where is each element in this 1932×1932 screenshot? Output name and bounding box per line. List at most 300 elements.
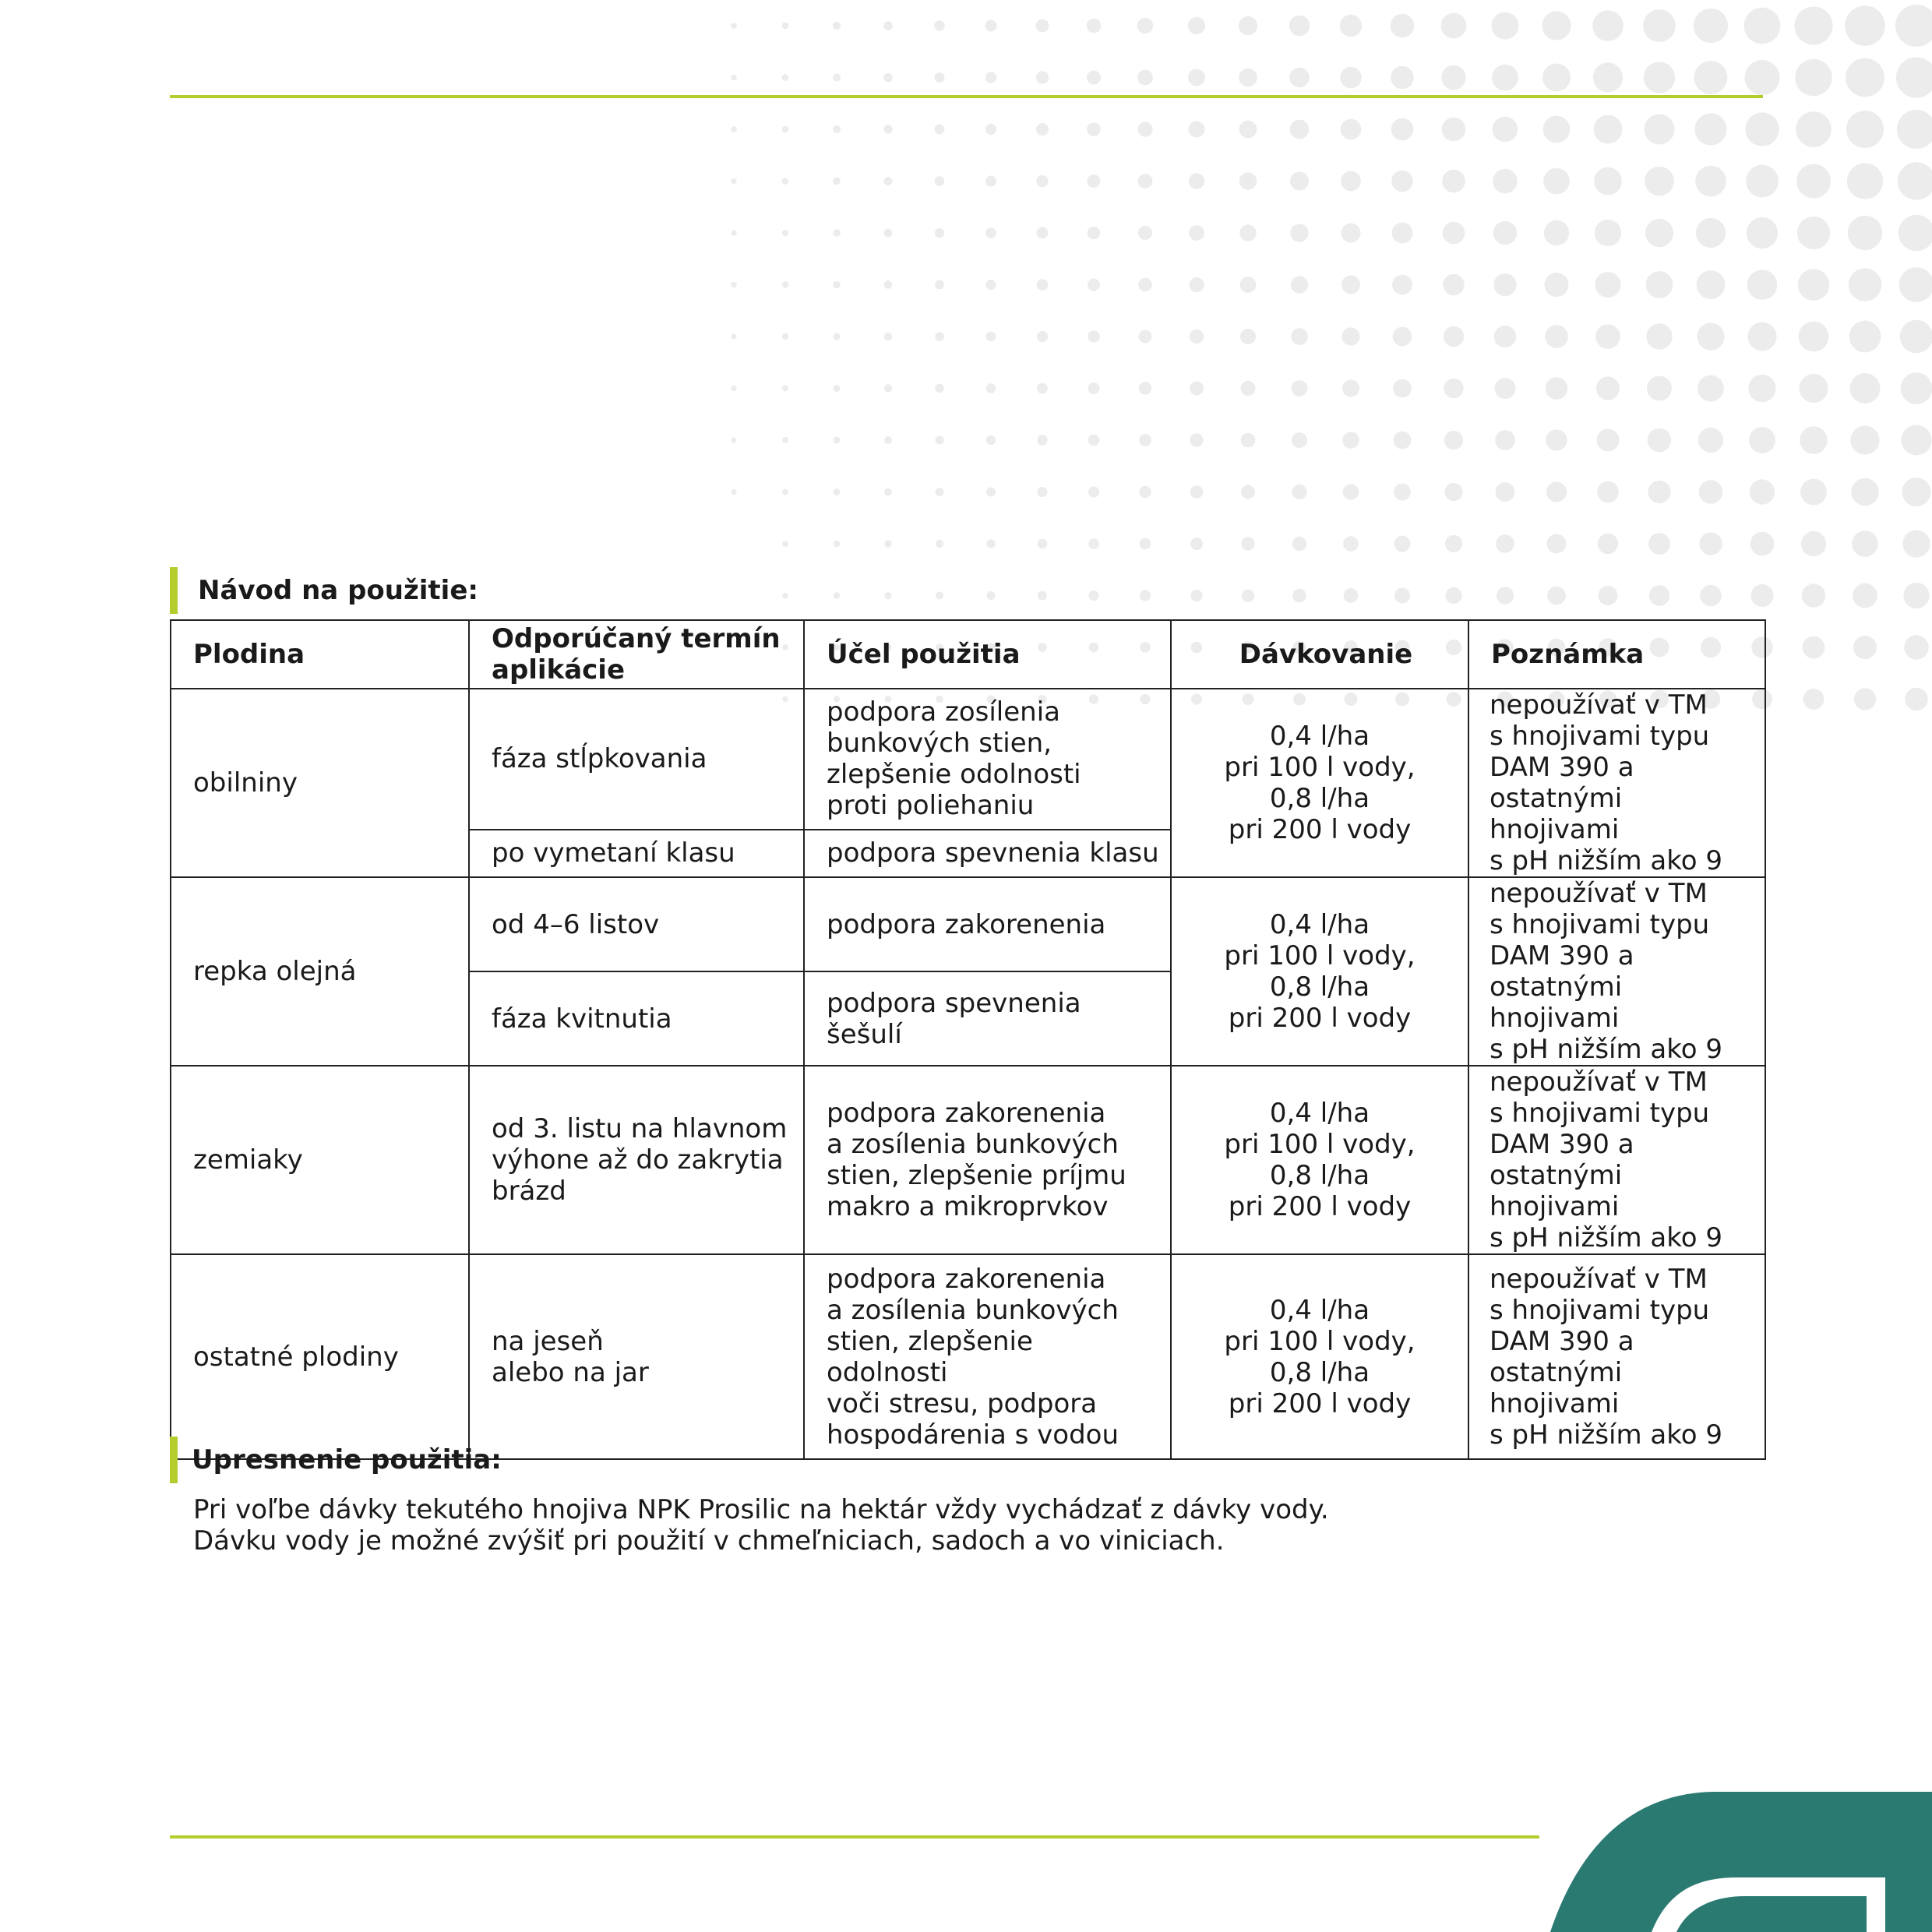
note-cell: nepoužívať v TM s hnojivami typu DAM 390 a ostatnými hnojivami s pH nižším ako 9 — [1468, 1066, 1765, 1254]
usage-table — [170, 619, 1766, 1460]
usage-instructions-heading: Návod na použitie: — [170, 567, 478, 614]
background-dot — [1896, 57, 1932, 97]
background-dot — [935, 176, 944, 185]
background-dot — [1241, 485, 1255, 499]
background-dot — [935, 72, 945, 83]
background-dot — [1088, 383, 1100, 394]
background-dot — [1542, 11, 1571, 40]
term-cell: fáza kvitnutia — [469, 971, 804, 1066]
background-dot — [782, 541, 788, 547]
purpose-cell: podpora zakorenenia a zosílenia bunkových stien, zlepšenie príjmu makro a mikroprvkov — [804, 1066, 1171, 1254]
background-dot — [834, 541, 841, 548]
background-dot — [1494, 326, 1516, 347]
background-dot — [1241, 537, 1254, 550]
background-dot — [782, 437, 788, 443]
background-dot — [834, 592, 840, 598]
background-dot — [1289, 68, 1310, 88]
background-dot — [884, 177, 893, 185]
background-dot — [1592, 10, 1624, 41]
background-dot — [1547, 534, 1567, 554]
background-dot — [782, 593, 788, 599]
background-dot — [1492, 65, 1518, 91]
background-dot — [935, 384, 943, 393]
header-note: Poznámka — [1468, 620, 1765, 689]
background-dot — [986, 435, 996, 445]
background-dot — [1594, 115, 1623, 144]
dosage-cell: 0,4 l/ha pri 100 l vody, 0,8 l/ha pri 200 l vody — [1171, 877, 1468, 1066]
background-dot — [1543, 168, 1570, 195]
background-dot — [1598, 534, 1618, 554]
background-dot — [1392, 223, 1413, 244]
background-dot — [1801, 531, 1826, 556]
background-dot — [1595, 272, 1621, 298]
background-dot — [1140, 538, 1151, 550]
background-dot — [1441, 65, 1466, 90]
background-dot — [1697, 323, 1724, 350]
background-dot — [1290, 224, 1308, 242]
background-dot — [731, 75, 737, 81]
background-dot — [883, 125, 892, 133]
clarification-line: Dávku vody je možné zvýšiť pri použití v chmeľniciach, sadoch a vo viniciach. — [193, 1525, 1225, 1557]
background-dot — [1241, 433, 1256, 448]
background-dot — [782, 230, 788, 236]
background-dot — [1748, 323, 1777, 351]
background-dot — [731, 282, 736, 287]
background-dot — [1848, 216, 1882, 250]
background-dot — [1038, 591, 1047, 601]
background-dot — [731, 437, 736, 442]
background-dot — [1037, 227, 1049, 239]
background-dot — [985, 227, 996, 238]
background-dot — [936, 591, 943, 599]
background-dot — [1088, 538, 1099, 549]
background-dot — [782, 386, 788, 392]
bottom-accent-rule — [170, 1835, 1539, 1839]
background-dot — [1036, 71, 1049, 83]
background-dot — [1904, 635, 1928, 659]
background-dot — [1394, 536, 1411, 552]
background-dot — [731, 333, 736, 339]
crop-cell: repka olejná — [171, 877, 469, 1066]
purpose-cell: podpora zosílenia bunkových stien, zlepšenie odolnosti proti poliehaniu — [804, 689, 1171, 830]
background-dot — [884, 488, 892, 496]
background-dot — [1900, 320, 1932, 354]
background-dot — [1850, 373, 1881, 404]
background-dot — [1292, 485, 1306, 499]
background-dot — [1647, 376, 1672, 401]
background-dot — [1545, 325, 1568, 348]
background-dot — [1493, 273, 1516, 296]
background-dot — [884, 384, 892, 392]
background-dot — [1595, 220, 1621, 246]
background-dot — [1341, 171, 1361, 192]
background-dot — [1188, 69, 1205, 86]
background-dot — [936, 436, 944, 445]
purpose-cell: podpora spevnenia klasu — [804, 830, 1171, 877]
background-dot — [1138, 174, 1153, 189]
background-dot — [1441, 13, 1467, 39]
background-dot — [1694, 9, 1728, 43]
background-dot — [1340, 15, 1362, 37]
background-dot — [986, 332, 996, 342]
background-dot — [1190, 485, 1204, 499]
background-dot — [1087, 71, 1101, 85]
background-dot — [1342, 432, 1359, 448]
background-dot — [1138, 278, 1152, 292]
background-dot — [1088, 279, 1100, 291]
background-dot — [1544, 220, 1569, 245]
background-dot — [1444, 483, 1462, 501]
crop-cell: zemiaky — [171, 1066, 469, 1254]
background-dot — [1547, 587, 1566, 605]
background-dot — [1444, 431, 1463, 450]
background-dot — [833, 125, 841, 133]
background-dot — [935, 125, 945, 135]
background-dot — [985, 124, 996, 135]
background-dot — [1643, 9, 1676, 42]
background-dot — [1851, 478, 1878, 506]
background-dot — [1495, 378, 1516, 399]
table-row — [171, 877, 1765, 971]
background-dot — [1240, 381, 1255, 396]
background-dot — [782, 126, 789, 133]
background-dot — [782, 23, 789, 30]
background-dot — [1796, 164, 1831, 199]
background-dot — [1803, 689, 1824, 710]
background-dot — [1700, 585, 1722, 607]
background-dot — [1695, 166, 1726, 197]
background-dot — [1648, 481, 1670, 503]
background-dot — [1803, 636, 1825, 659]
background-dot — [1902, 530, 1930, 557]
background-dot — [1442, 170, 1465, 193]
background-dot — [1341, 276, 1360, 294]
background-dot — [1644, 62, 1675, 93]
background-dot — [1189, 277, 1204, 292]
background-dot — [1291, 328, 1308, 345]
background-dot — [833, 281, 840, 288]
background-dot — [1750, 479, 1775, 504]
crop-cell: obilniny — [171, 689, 469, 877]
background-dot — [1290, 172, 1309, 191]
background-dot — [1087, 122, 1101, 136]
background-dot — [1744, 8, 1781, 44]
background-dot — [1139, 330, 1152, 344]
dosage-cell: 0,4 l/ha pri 100 l vody, 0,8 l/ha pri 200 l vody — [1171, 1254, 1468, 1459]
purpose-cell: podpora zakorenenia — [804, 877, 1171, 971]
note-cell: nepoužívať v TM s hnojivami typu DAM 390 a ostatnými hnojivami s pH nižším ako 9 — [1468, 877, 1765, 1066]
background-dot — [1795, 7, 1833, 45]
background-dot — [1849, 268, 1882, 301]
background-dot — [1344, 588, 1359, 603]
background-dot — [1088, 330, 1100, 343]
background-dot — [1493, 169, 1518, 194]
background-dot — [936, 488, 944, 496]
table-row — [171, 689, 1765, 830]
background-dot — [1694, 113, 1726, 145]
background-dot — [1342, 379, 1359, 397]
background-dot — [986, 383, 996, 393]
background-dot — [884, 540, 891, 547]
background-dot — [1898, 162, 1932, 199]
background-dot — [1745, 60, 1780, 95]
background-dot — [1899, 215, 1932, 251]
background-dot — [1542, 64, 1571, 92]
background-dot — [1137, 18, 1153, 33]
background-dot — [1292, 380, 1308, 397]
background-dot — [1443, 274, 1464, 295]
background-dot — [1037, 383, 1048, 394]
background-dot — [1444, 326, 1464, 347]
background-dot — [731, 386, 736, 391]
background-dot — [1140, 590, 1151, 601]
background-dot — [1341, 224, 1361, 243]
header-crop: Plodina — [171, 620, 469, 689]
background-dot — [1697, 270, 1726, 299]
background-dot — [1292, 589, 1306, 603]
background-dot — [1895, 5, 1932, 47]
background-dot — [1445, 535, 1462, 552]
background-dot — [1391, 118, 1414, 141]
background-dot — [731, 230, 736, 235]
background-dot — [1392, 275, 1412, 295]
background-dot — [1649, 585, 1669, 605]
background-dot — [935, 228, 944, 238]
background-dot — [1696, 218, 1726, 248]
background-dot — [834, 488, 841, 495]
background-dot — [1492, 12, 1519, 40]
dosage-cell: 0,4 l/ha pri 100 l vody, 0,8 l/ha pri 200 l vody — [1171, 1066, 1468, 1254]
background-dot — [1546, 481, 1567, 502]
background-dot — [986, 539, 995, 548]
background-dot — [1242, 589, 1254, 601]
background-dot — [833, 333, 840, 340]
background-dot — [1291, 276, 1308, 293]
dosage-cell: 0,4 l/ha pri 100 l vody, 0,8 l/ha pri 200 l vody — [1171, 689, 1468, 877]
background-dot — [782, 333, 788, 340]
background-dot — [1139, 382, 1151, 394]
background-dot — [1597, 429, 1620, 452]
usage-clarification-heading: Upresnenie použitia: — [170, 1437, 502, 1483]
background-dot — [1845, 5, 1885, 46]
background-dot — [1036, 175, 1048, 187]
background-dot — [1138, 226, 1152, 240]
background-dot — [1748, 375, 1775, 402]
background-dot — [1190, 382, 1204, 396]
background-dot — [1188, 17, 1205, 34]
background-dot — [1037, 435, 1047, 445]
background-dot — [1036, 19, 1049, 33]
background-dot — [1292, 537, 1306, 551]
background-dot — [1239, 16, 1257, 35]
background-dot — [884, 592, 891, 599]
background-dot — [1846, 111, 1884, 148]
note-cell: nepoužívať v TM s hnojivami typu DAM 390 a ostatnými hnojivami s pH nižším ako 9 — [1468, 1254, 1765, 1459]
term-cell: od 4–6 listov — [469, 877, 804, 971]
background-dot — [1747, 270, 1778, 300]
background-dot — [732, 489, 737, 495]
background-dot — [1599, 586, 1618, 605]
background-dot — [1648, 533, 1670, 555]
background-dot — [834, 385, 841, 392]
background-dot — [1445, 587, 1461, 604]
background-dot — [1497, 587, 1514, 604]
background-dot — [1546, 377, 1568, 400]
background-dot — [1038, 487, 1048, 497]
background-dot — [1745, 112, 1779, 146]
background-dot — [1393, 327, 1412, 347]
background-dot — [1190, 433, 1203, 446]
note-cell: nepoužívať v TM s hnojivami typu DAM 390 a ostatnými hnojivami s pH nižším ako 9 — [1468, 689, 1765, 877]
background-dot — [731, 178, 736, 184]
background-dot — [1800, 479, 1827, 506]
background-dot — [1239, 69, 1257, 87]
background-dot — [1137, 122, 1152, 136]
background-dot — [1694, 61, 1728, 94]
background-dot — [1037, 331, 1048, 342]
background-dot — [1189, 225, 1204, 241]
background-dot — [1698, 428, 1723, 453]
background-dot — [782, 178, 789, 185]
background-dot — [1036, 123, 1049, 136]
background-dot — [1897, 110, 1932, 149]
background-dot — [1088, 435, 1100, 446]
table-row — [171, 1254, 1765, 1459]
background-dot — [985, 20, 997, 32]
background-dot — [1240, 329, 1256, 344]
background-dot — [1854, 688, 1876, 710]
top-accent-rule — [170, 95, 1763, 98]
background-dot — [1292, 432, 1307, 448]
background-dot — [1799, 322, 1829, 352]
background-dot — [1597, 481, 1619, 503]
background-dot — [934, 20, 944, 30]
background-dot — [1852, 531, 1878, 557]
brand-logo-corner — [1527, 1776, 1932, 1932]
background-dot — [1190, 590, 1202, 601]
background-dot — [1139, 486, 1151, 498]
table-row — [171, 1066, 1765, 1254]
background-dot — [833, 178, 841, 185]
background-dot — [884, 436, 892, 444]
background-dot — [1902, 425, 1932, 456]
background-dot — [1596, 376, 1620, 400]
term-cell: od 3. listu na hlavnom výhone až do zakrytia brázd — [469, 1066, 804, 1254]
background-dot — [1189, 173, 1204, 189]
background-dot — [936, 540, 943, 548]
header-purpose: Účel použitia — [804, 620, 1171, 689]
background-dot — [1394, 432, 1412, 450]
background-dot — [1496, 534, 1514, 553]
background-dot — [1902, 478, 1931, 506]
background-dot — [1593, 62, 1623, 92]
background-dot — [1190, 330, 1204, 344]
background-dot — [1444, 379, 1463, 398]
background-dot — [1798, 269, 1830, 301]
background-dot — [834, 437, 841, 444]
background-dot — [935, 280, 944, 290]
background-dot — [1391, 171, 1413, 192]
background-dot — [1088, 175, 1101, 188]
background-dot — [1088, 486, 1099, 497]
background-dot — [1595, 324, 1620, 349]
background-dot — [1240, 277, 1257, 293]
background-dot — [1796, 111, 1832, 147]
background-dot — [782, 281, 788, 287]
purpose-cell: podpora spevnenia šešulí — [804, 971, 1171, 1066]
background-dot — [1239, 121, 1257, 139]
background-dot — [985, 280, 996, 290]
background-dot — [1747, 217, 1778, 249]
background-dot — [1899, 267, 1932, 302]
background-dot — [1749, 427, 1775, 453]
background-dot — [1645, 115, 1675, 145]
background-dot — [782, 74, 789, 81]
background-dot — [1037, 279, 1049, 291]
background-dot — [1849, 321, 1881, 353]
background-dot — [1340, 67, 1362, 89]
header-term: Odporúčaný termín aplikácie — [469, 620, 804, 689]
background-dot — [985, 176, 996, 187]
background-dot — [1341, 327, 1359, 345]
background-dot — [1802, 583, 1825, 607]
background-dot — [1853, 583, 1877, 608]
background-dot — [1442, 118, 1466, 142]
clarification-text — [193, 1494, 1595, 1557]
term-cell: po vymetaní klasu — [469, 830, 804, 877]
background-dot — [884, 280, 893, 289]
header-dosage: Dávkovanie — [1171, 620, 1468, 689]
background-dot — [1699, 532, 1722, 555]
background-dot — [833, 22, 841, 30]
background-dot — [884, 229, 893, 238]
background-dot — [1846, 58, 1884, 97]
background-dot — [1496, 482, 1515, 502]
background-dot — [1750, 532, 1775, 556]
background-dot — [833, 74, 841, 82]
background-dot — [1645, 219, 1673, 247]
background-dot — [1850, 425, 1879, 454]
background-dot — [1746, 165, 1779, 198]
table-header-row — [171, 620, 1765, 689]
background-dot — [1699, 480, 1723, 504]
background-dot — [1646, 323, 1672, 349]
background-dot — [1443, 222, 1465, 245]
background-dot — [1847, 163, 1883, 199]
background-dot — [1646, 271, 1673, 298]
background-dot — [1343, 536, 1359, 552]
background-dot — [1546, 429, 1567, 450]
background-dot — [1341, 119, 1362, 140]
background-dot — [1290, 120, 1310, 139]
background-dot — [883, 73, 893, 83]
background-dot — [1394, 588, 1410, 604]
background-dot — [1594, 167, 1622, 196]
background-dot — [833, 229, 841, 237]
background-dot — [1799, 374, 1828, 403]
background-dot — [986, 488, 996, 497]
background-dot — [1493, 117, 1518, 143]
background-dot — [1391, 66, 1414, 90]
background-dot — [1648, 428, 1672, 453]
background-dot — [731, 23, 737, 29]
background-dot — [883, 21, 893, 30]
background-dot — [1239, 172, 1257, 189]
background-dot — [1190, 538, 1203, 550]
background-dot — [1751, 584, 1774, 607]
background-dot — [1088, 591, 1098, 601]
background-dot — [1391, 14, 1415, 38]
